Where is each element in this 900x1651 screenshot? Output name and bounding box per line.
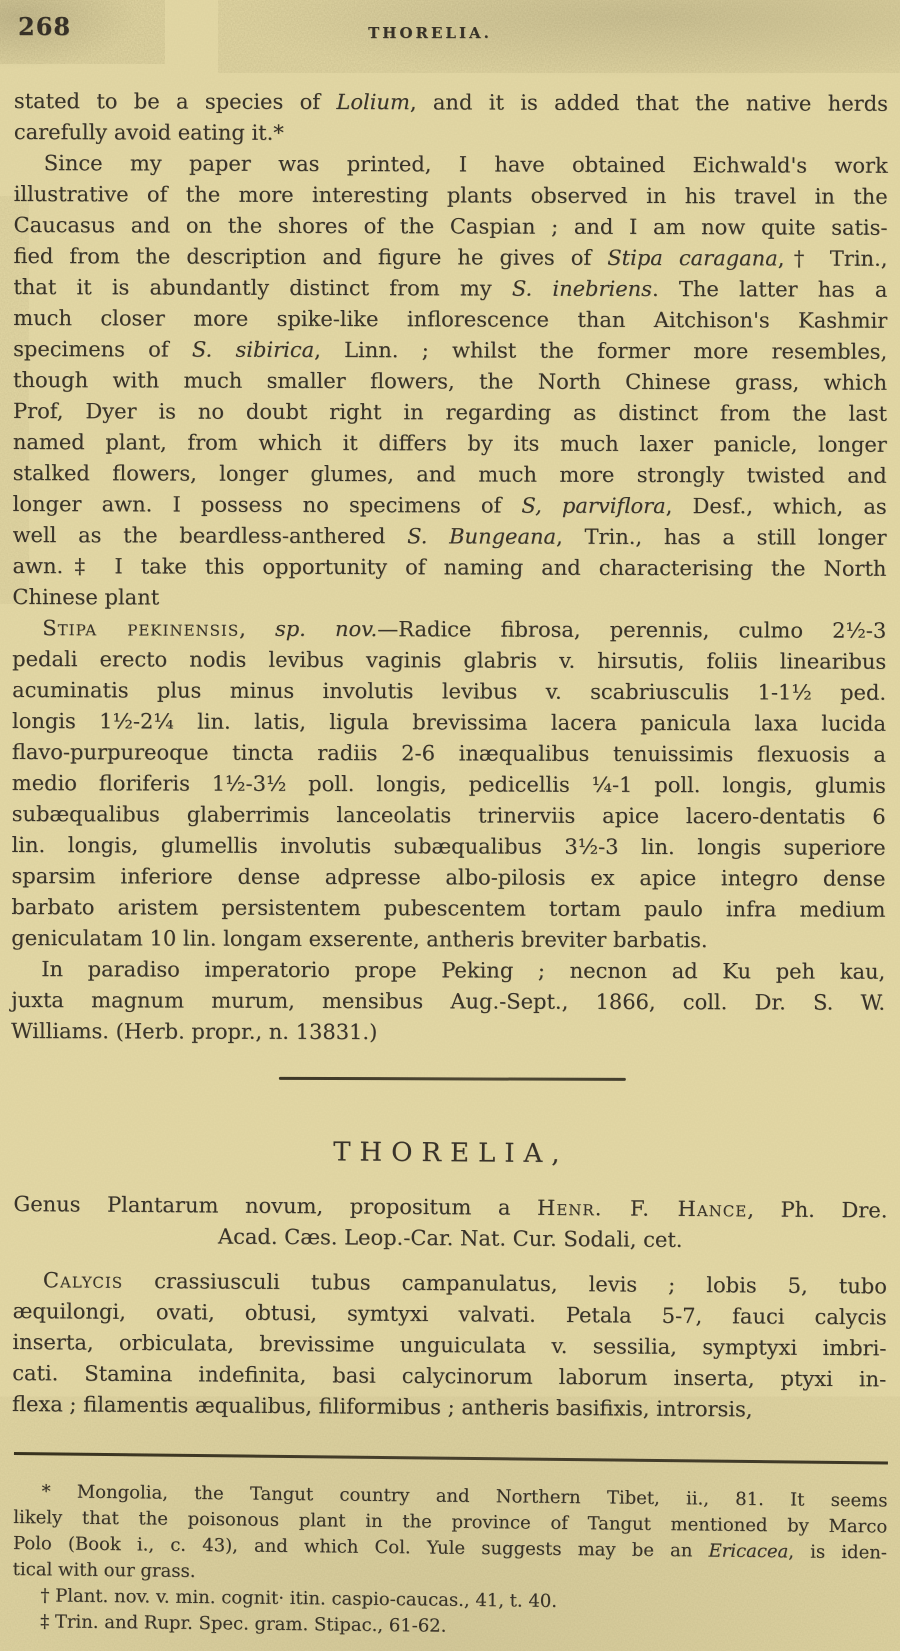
text-line: pedali erecto nodis levibus vaginis glabris v. hirsutis, foliis linearibus — [12, 646, 887, 674]
text-line: Since my paper was printed, I have obtained Eichwald's work — [43, 151, 888, 178]
text-line: fied from the description and figure he gives of Stipa caragana,† Trin., — [13, 243, 888, 271]
text-line: In paradiso imperatorio prope Peking ; necnon ad Ku peh kau, — [41, 957, 886, 984]
page-number: 268 — [18, 12, 72, 41]
text-line: barbato aristem persistentem pubescentem tortam paulo infra medium — [11, 894, 886, 922]
upper-text-block — [11, 86, 888, 1082]
text-line: Stipa pekinensis, sp. nov.—Radice fibrosa, perennis, culmo 2½-3 — [42, 616, 887, 643]
text-line: sparsim inferiore dense adpresse albo-pilosis ex apice integro dense — [11, 863, 886, 891]
text-line: awn.‡ I take this opportunity of naming and characterising the North — [12, 553, 887, 581]
paragraph-collection-locality — [11, 954, 885, 1050]
text-line: † Plant. nov. v. min. cognit· itin. caspio-caucas., 41, t. 40. — [40, 1585, 558, 1612]
text-line: Chinese plant — [12, 584, 160, 610]
text-line: illustrative of the more interesting plants observed in his travel in the — [13, 181, 888, 209]
text-line: juxta magnum murum, mensibus Aug.-Sept., 1866, coll. Dr. S. W. — [11, 987, 886, 1015]
text-line: Prof, Dyer is no doubt right in regarding as distinct from the last — [12, 398, 888, 426]
text-line: likely that the poisonous plant in the province of Tangut mentioned by Marco — [13, 1506, 888, 1538]
text-line: though with much smaller flowers, the North Chinese grass, which — [13, 367, 888, 395]
text-line: carefully avoid eating it.* — [13, 119, 284, 145]
text-line: specimens of S. sibirica, Linn. ; whilst the former more resembles, — [13, 336, 888, 364]
footnotes — [12, 1479, 888, 1644]
text-line: geniculatam 10 lin. longam exserente, antheris breviter barbatis. — [11, 925, 708, 953]
text-line: longer awn. I possess no specimens of S, parviflora, Desf., which, as — [12, 491, 887, 519]
paragraph-lolium-continuation — [14, 86, 888, 151]
paragraph-calycis-description — [12, 1265, 887, 1426]
text-line: well as the beardless-anthered S. Bungeana, Trin., has a still longer — [12, 522, 887, 550]
text-line: Genus Plantarum novum, propositum a Henr. F. Hance, Ph. Dre. — [13, 1191, 888, 1223]
footnote-asterisk — [13, 1479, 888, 1592]
paragraph-stipa-pekinensis-diagnosis — [11, 613, 886, 957]
running-head: THORELIA. — [368, 24, 492, 42]
text-line: stated to be a species of Lolium, and it is added that the native herds — [13, 88, 888, 116]
text-line: inserta, orbiculata, brevissime unguiculata v. sessilia, symptyxi imbri- — [12, 1329, 887, 1361]
text-line: Williams. (Herb. propr., n. 13831.) — [10, 1018, 378, 1045]
thorelia-section — [12, 1133, 888, 1426]
text-line: subæqualibus glaberrimis lanceolatis trinerviis apice lacero-dentatis 6 — [11, 801, 886, 829]
footnote-rule — [14, 1452, 888, 1464]
text-line: æquilongi, ovati, obtusi, symtyxi valvati. Petala 5-7, fauci calycis — [12, 1298, 887, 1330]
text-line: * Mongolia, the Tangut country and Northern Tibet, ii., 81. It seems — [41, 1481, 888, 1512]
page-header — [0, 0, 900, 86]
genus-heading: THORELIA, — [333, 1137, 569, 1170]
text-line: flexa ; filamentis æqualibus, filiformibus ; antheris basifixis, introrsis, — [11, 1391, 753, 1422]
text-line: tical with our grass. — [12, 1558, 196, 1582]
paragraph-since-my-paper — [12, 148, 887, 616]
text-line: stalked flowers, longer glumes, and much more strongly twisted and — [12, 460, 887, 488]
text-line: Polo (Book i., c. 43), and which Col. Yule suggests may be an Ericacea, is iden- — [12, 1532, 888, 1564]
text-line: ‡ Trin. and Rupr. Spec. gram. Stipac., 61-62. — [40, 1611, 447, 1637]
text-line: that it is abundantly distinct from my S. inebriens. The latter has a — [13, 274, 888, 302]
text-line: lin. longis, glumellis involutis subæqualibus 3½-3 lin. longis superiore — [11, 832, 886, 860]
text-line: Acad. Cæs. Leop.-Car. Nat. Cur. Sodali, cet. — [217, 1224, 683, 1252]
text-line: longis 1½-2¼ lin. latis, ligula brevissima lacera panicula laxa lucida — [11, 708, 887, 736]
section-divider-rule — [279, 1077, 626, 1081]
text-line: Caucasus and on the shores of the Caspian ; and I am now quite satis- — [13, 212, 888, 240]
text-line: flavo-purpureoque tincta radiis 2-6 inæqualibus tenuissimis flexuosis a — [11, 739, 886, 767]
text-line: Calycis crassiusculi tubus campanulatus, levis ; lobis 5, tubo — [42, 1268, 887, 1299]
text-line: cati. Stamina indefinita, basi calycinorum laborum inserta, ptyxi in- — [12, 1360, 887, 1392]
genus-attribution — [13, 1189, 887, 1257]
text-line: much closer more spike-like inflorescence than Aitchison's Kashmir — [13, 305, 888, 333]
page-body — [10, 86, 888, 1637]
text-line: medio floriferis 1½-3½ poll. longis, pedicellis ¼-1 poll. longis, glumis — [11, 770, 886, 798]
footnote-section — [12, 1452, 888, 1644]
text-line: acuminatis plus minus involutis levibus v. scabriusculis 1-1½ ped. — [12, 677, 887, 705]
text-line: named plant, from which it differs by its much laxer panicle, longer — [12, 429, 887, 457]
